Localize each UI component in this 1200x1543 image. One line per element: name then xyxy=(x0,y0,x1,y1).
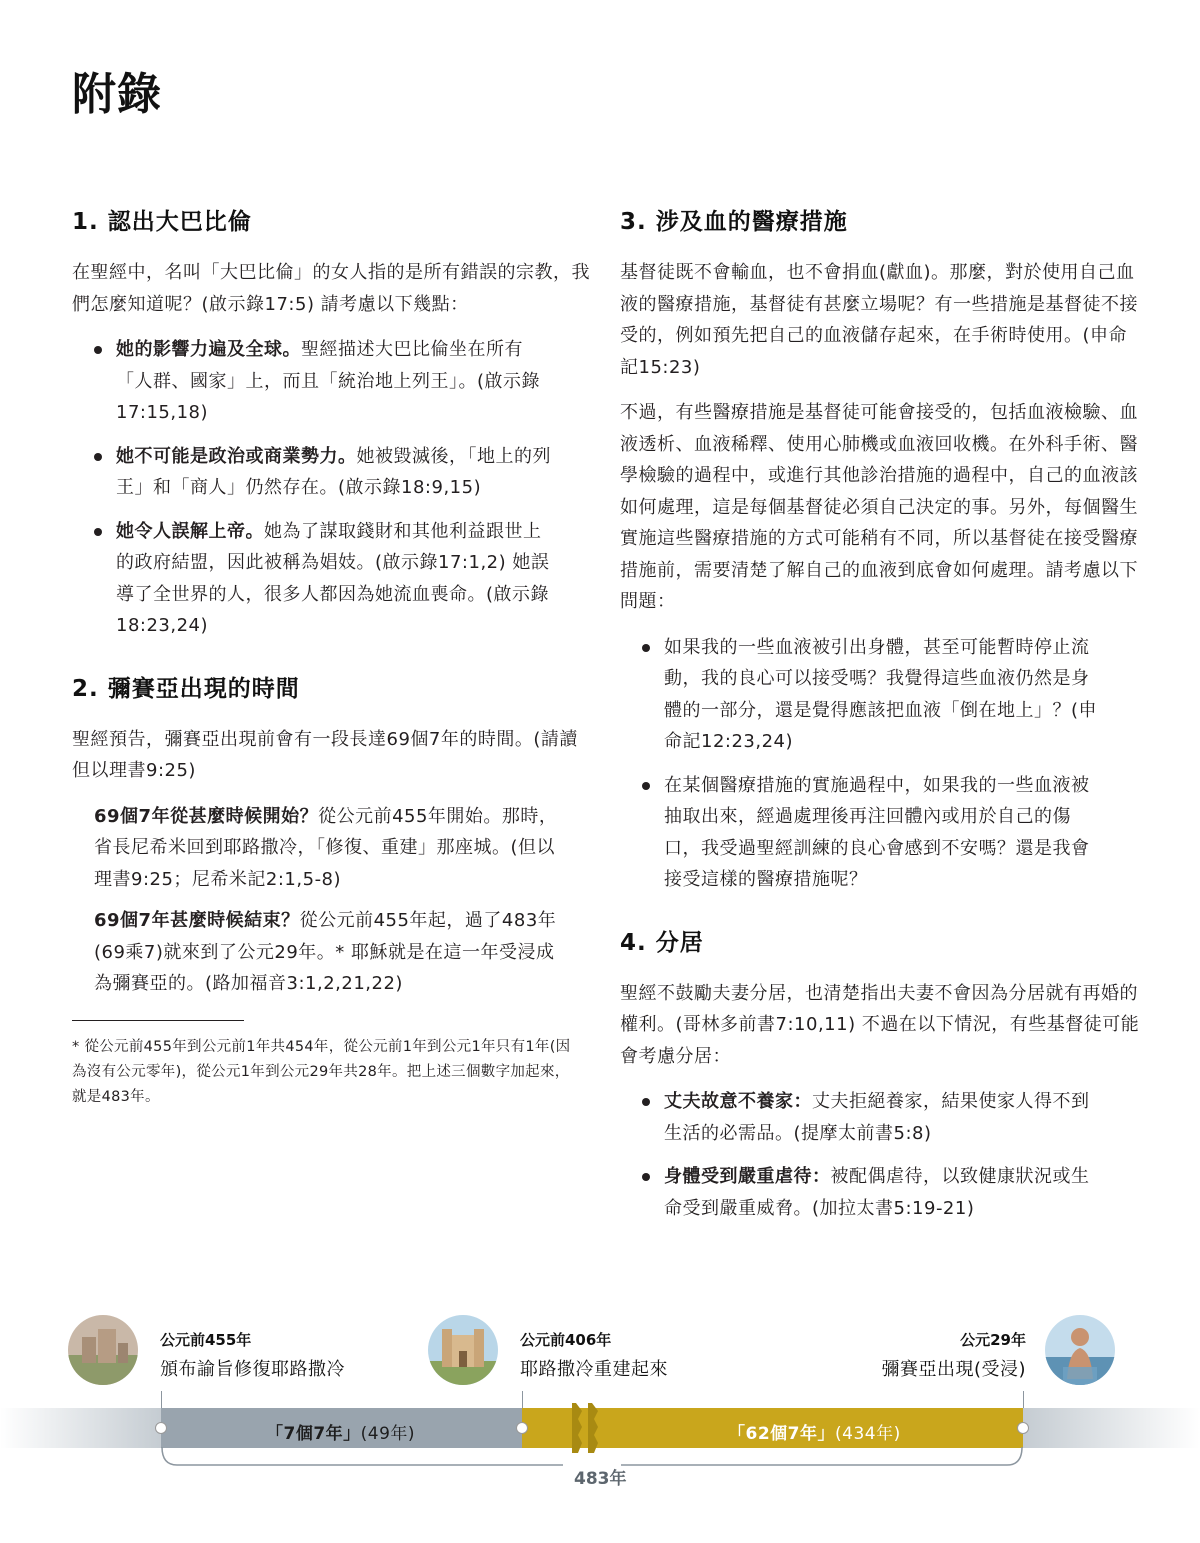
event-text: 頒布諭旨修復耶路撒冷 xyxy=(160,1359,345,1380)
list-item xyxy=(72,905,592,1000)
question-bold: 69個7年從甚麼時候開始？ xyxy=(94,805,319,827)
bullet-text: 被配偶虐待，以致健康狀況或生命受到嚴重威脅。(加拉太書5:19-21) xyxy=(664,1166,1090,1219)
timeline-point xyxy=(1017,1422,1029,1434)
list-item: 在某個醫療措施的實施過程中，如果我的一些血液被抽取出來，經過處理後再注回體內或用於自己的傷口，我受過聖經訓練的良心會感到不安嗎？還是我會接受這樣的醫療措施呢？ xyxy=(620,770,1104,896)
list-item xyxy=(72,441,556,504)
period-label-years: (434年) xyxy=(835,1424,901,1444)
left-column xyxy=(72,205,592,1110)
event-text: 耶路撒冷重建起來 xyxy=(520,1359,668,1380)
bullet-text: 聖經描述大巴比倫坐在所有「人群、國家」上，而且「統治地上列王」。(啟示錄17:15,18) xyxy=(116,339,541,423)
section-3-para-2: 不過，有些醫療措施是基督徒可能會接受的，包括血液檢驗、血液透析、血液稀釋、使用心肺機或血液回收機。在外科手術、醫學檢驗的過程中，或進行其他診治措施的過程中，自己的血液該如何處理，這是每個基督徒必須自己決定的事。另外，每個醫生實施這些醫療措施的方式可能稍有不同，所以基督徒在接受醫療措施前，需要清楚了解自己的血液到底會如何處理。請考慮以下問題： xyxy=(620,402,1138,612)
right-column xyxy=(620,205,1140,1238)
bullet-bold: 她不可能是政治或商業勢力。 xyxy=(116,445,357,467)
section-3-heading: 3. 涉及血的醫療措施 xyxy=(620,209,848,235)
section-2-intro: 聖經預告，彌賽亞出現前會有一段長達69個7年的時間。(請讀但以理書9:25) xyxy=(72,728,578,781)
question-text: 從公元前455年開始。那時，省長尼希米回到耶路撒冷，「修復、重建」那座城。(但以理書9:25；尼希米記2:1,5-8) xyxy=(94,805,558,890)
ruined-city-illustration xyxy=(68,1315,138,1385)
timeline-fade-left xyxy=(0,1408,161,1448)
timeline-point xyxy=(155,1422,167,1434)
bullet-bold: 丈夫故意不養家： xyxy=(664,1091,812,1112)
bullet-text: 她被毀滅後，「地上的列王」和「商人」仍然存在。(啟示錄18:9,15) xyxy=(116,445,551,498)
question-bold: 69個7年甚麼時候結束？ xyxy=(94,910,300,931)
timeline xyxy=(0,1305,1200,1543)
section-2-heading: 2. 彌賽亞出現的時間 xyxy=(72,675,300,702)
period-label-bold: 「7個7年」 xyxy=(266,1424,361,1444)
section-4-intro: 聖經不鼓勵夫妻分居，也清楚指出夫妻不會因為分居就有再婚的權利。(哥林多前書7:10,11) 不過在以下情況，有些基督徒可能會考慮分居： xyxy=(620,982,1140,1067)
bullet-bold: 她令人誤解上帝。 xyxy=(116,520,264,542)
section-1-heading: 1. 認出大巴比倫 xyxy=(72,209,252,235)
list-item xyxy=(72,516,556,642)
baptism-illustration xyxy=(1045,1315,1115,1385)
time-break-marker xyxy=(572,1403,604,1453)
rebuilt-city-illustration xyxy=(428,1315,498,1385)
event-text: 彌賽亞出現(受浸) xyxy=(881,1359,1026,1380)
section-4-list xyxy=(620,1086,1140,1224)
event-year: 公元前406年 xyxy=(520,1331,612,1349)
bullet-text: 她為了謀取錢財和其他利益跟世上的政府結盟，因此被稱為娼妓。(啟示錄17:1,2) 她誤導了全世界的人，很多人都因為她流血喪命。(啟示錄18:23,24) xyxy=(116,520,550,636)
event-year: 公元前455年 xyxy=(160,1331,252,1349)
footnote-divider xyxy=(72,1020,244,1021)
list-item xyxy=(620,1086,1104,1149)
total-span-label: 483年 xyxy=(574,1469,627,1489)
section-1-list xyxy=(72,334,592,642)
bullet-bold: 身體受到嚴重虐待： xyxy=(664,1166,831,1187)
bullet-bold: 她的影響力遍及全球。 xyxy=(116,339,301,360)
period-label-2 xyxy=(728,1419,901,1444)
list-item xyxy=(72,334,556,429)
event-year: 公元29年 xyxy=(960,1331,1026,1349)
period-label-1 xyxy=(266,1419,415,1444)
section-4-heading: 4. 分居 xyxy=(620,929,704,956)
timeline-fade-right xyxy=(1023,1408,1200,1448)
page-title: 附錄 xyxy=(72,69,162,120)
period-label-years: (49年) xyxy=(360,1424,416,1444)
question-text: 從公元前455年起，過了483年(69乘7)就來到了公元29年。* 耶穌就是在這一年受浸成為彌賽亞的。(路加福音3:1,2,21,22) xyxy=(94,910,557,994)
timeline-point xyxy=(516,1422,528,1434)
section-3-para-1: 基督徒既不會輸血，也不會捐血(獻血)。那麼，對於使用自己血液的醫療措施，基督徒有甚麼立場呢？有一些措施是基督徒不接受的，例如預先把自己的血液儲存起來，在手術時使用。(申命記15:23) xyxy=(620,262,1138,378)
section-1-intro: 在聖經中，名叫「大巴比倫」的女人指的是所有錯誤的宗教，我們怎麼知道呢？(啟示錄17:5) 請考慮以下幾點： xyxy=(72,262,590,315)
footnote: * 從公元前455年到公元前1年共454年，從公元前1年到公元1年只有1年(因為沒有公元零年)，從公元1年到公元29年共28年。把上述三個數字加起來，就是483年。 xyxy=(72,1038,571,1105)
list-item xyxy=(72,801,592,896)
list-item xyxy=(620,1161,1104,1224)
bullet-text: 丈夫拒絕養家，結果使家人得不到生活的必需品。(提摩太前書5:8) xyxy=(664,1091,1090,1144)
period-label-bold: 「62個7年」 xyxy=(728,1424,835,1444)
section-3-list xyxy=(620,632,1140,896)
list-item: 如果我的一些血液被引出身體，甚至可能暫時停止流動，我的良心可以接受嗎？我覺得這些血液仍然是身體的一部分，還是覺得應該把血液「倒在地上」？(申命記12:23,24) xyxy=(620,632,1104,758)
